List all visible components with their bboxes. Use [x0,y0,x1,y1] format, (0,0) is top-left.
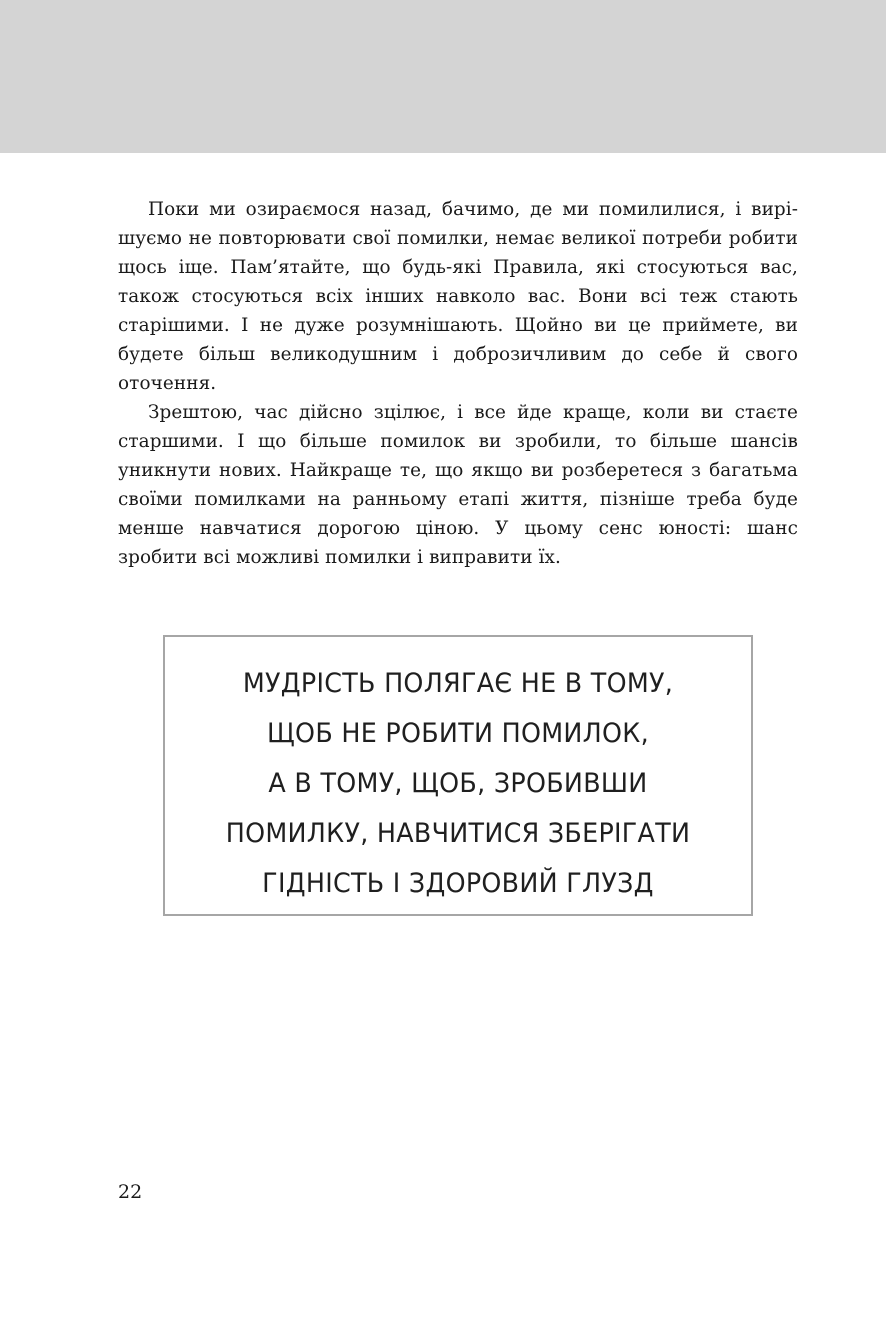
quote-box [163,635,753,916]
quote-line: МУДРІСТЬ ПОЛЯГАЄ НЕ В ТОМУ, [242,668,674,699]
quote-line: ЩОБ НЕ РОБИТИ ПОМИЛОК, [267,718,649,749]
paragraph-1: Поки ми озираємося назад, бачимо, де ми помилилися, і вирішуємо не повторювати свої помилки, немає великої потреби робити щось іще. Пам’ятайте, що будь-які Правила, які стосуються вас, також стосуються всіх інших навколо вас. Вони всі теж стають старішими. І не дуже розумнішають. Щойно ви це приймете, ви будете більш великодушним і доброзичливим до себе й свого оточення. [118,199,798,394]
quote-line: ГІДНІСТЬ І ЗДОРОВИЙ ГЛУЗД [262,868,654,899]
body-text [118,195,798,572]
quote-text [165,637,751,909]
header-band [0,0,886,153]
page-number: 22 [118,1181,143,1203]
quote-line: А В ТОМУ, ЩОБ, ЗРОБИВШИ [268,768,648,799]
paragraph-2: Зрештою, час дійсно зцілює, і все йде краще, коли ви стаєте старшими. І що більше помилок ви зробили, то більше шансів уникнути нових. Найкраще те, що якщо ви розберетеся з багатьма своїми помилками на ранньому етапі життя, пізніше треба буде менше навчатися дорогою ціною. У цьому сенс юності: шанс зробити всі можливі помилки і виправити їх. [118,402,798,568]
quote-line: ПОМИЛКУ, НАВЧИТИСЯ ЗБЕРІГАТИ [225,818,691,849]
